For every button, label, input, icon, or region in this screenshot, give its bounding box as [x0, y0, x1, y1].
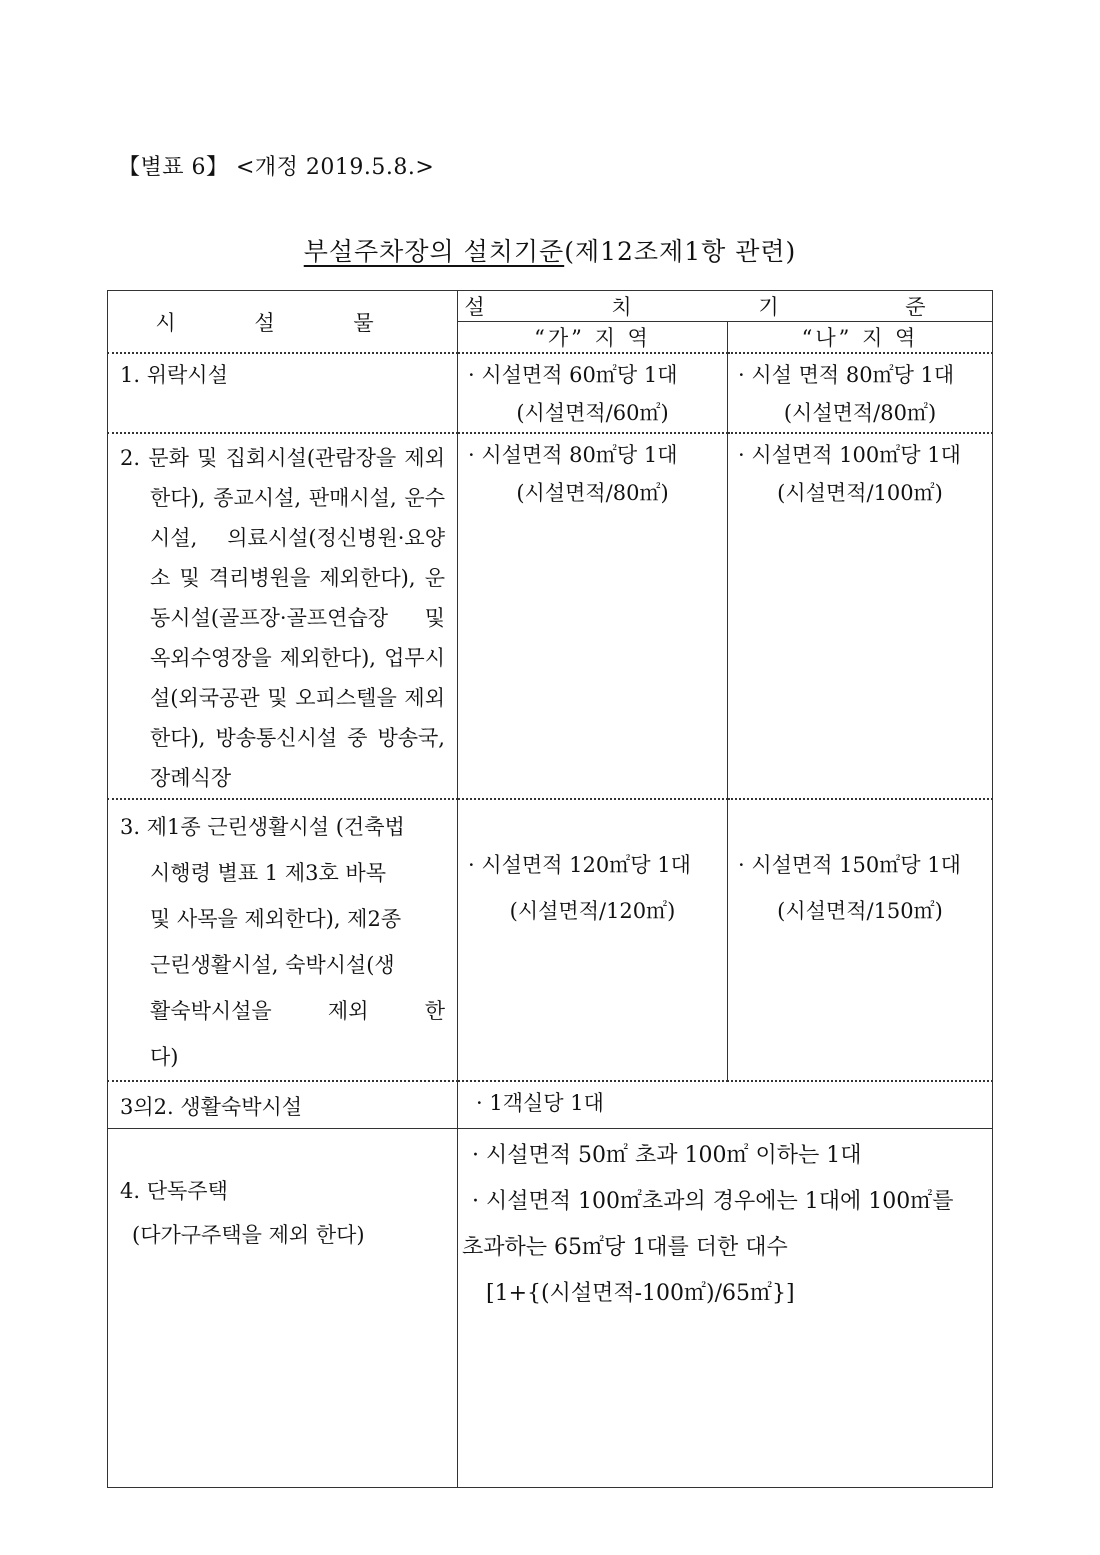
table-row	[108, 799, 993, 1081]
criteria-table	[107, 290, 993, 1488]
facility-cell: 4. 단독주택 (다가구주택을 제외 한다)	[108, 1129, 458, 1488]
table-row	[108, 1129, 993, 1488]
header-zone-b: “나” 지 역	[728, 322, 993, 354]
facility-cell: 3의2. 생활숙박시설	[108, 1081, 458, 1129]
zone-a-cell: · 시설면적 80㎡당 1대 (시설면적/80㎡)	[458, 433, 728, 799]
document-title-main: 부설주차장의 설치기준	[303, 237, 565, 266]
criteria-cell: · 1객실당 1대	[458, 1081, 993, 1129]
zone-b-cell: · 시설면적 150㎡당 1대 (시설면적/150㎡)	[728, 799, 993, 1081]
zone-b-cell: · 시설면적 100㎡당 1대 (시설면적/100㎡)	[728, 433, 993, 799]
header-zone-a: “가” 지 역	[458, 322, 728, 354]
criteria-cell: · 시설면적 50㎡ 초과 100㎡ 이하는 1대 · 시설면적 100㎡초과의 경우에는 1대에 100㎡를 초과하는 65㎡당 1대를 더한 대수 [1+{(시설면적-100㎡)/65㎡}]	[458, 1129, 993, 1488]
table-row	[108, 433, 993, 799]
table-row	[108, 353, 993, 433]
header-criteria: 설 치 기 준	[458, 291, 993, 322]
zone-a-cell: · 시설면적 60㎡당 1대 (시설면적/60㎡)	[458, 353, 728, 433]
facility-cell: 3. 제1종 근린생활시설 (건축법 시행령 별표 1 제3호 바목 및 사목을 제외한다), 제2종 근린생활시설, 숙박시설(생 활숙박시설을 제외 한 다)	[108, 799, 458, 1081]
appendix-label: 【별표 6】 <개정 2019.5.8.>	[118, 155, 435, 180]
table-row	[108, 1081, 993, 1129]
zone-a-cell: · 시설면적 120㎡당 1대 (시설면적/120㎡)	[458, 799, 728, 1081]
facility-cell: 2. 문화 및 집회시설(관람장을 제외 한다), 종교시설, 판매시설, 운수 시설, 의료시설(정신병원·요양 소 및 격리병원을 제외한다), 운 동시설(골프장·골프연습장 및 옥외수영장을 제외한다), 업무시 설(외국공관 및 오피스텔을 제외 한다), 방송통신시설 중 방송국, 장례식장	[108, 433, 458, 799]
header-facility: 시 설 물	[108, 291, 458, 354]
facility-cell: 1. 위락시설	[108, 353, 458, 433]
zone-b-cell: · 시설 면적 80㎡당 1대 (시설면적/80㎡)	[728, 353, 993, 433]
document-title	[0, 232, 1100, 268]
table-header-row	[108, 291, 993, 322]
document-title-sub: (제12조제1항 관련)	[564, 237, 797, 266]
